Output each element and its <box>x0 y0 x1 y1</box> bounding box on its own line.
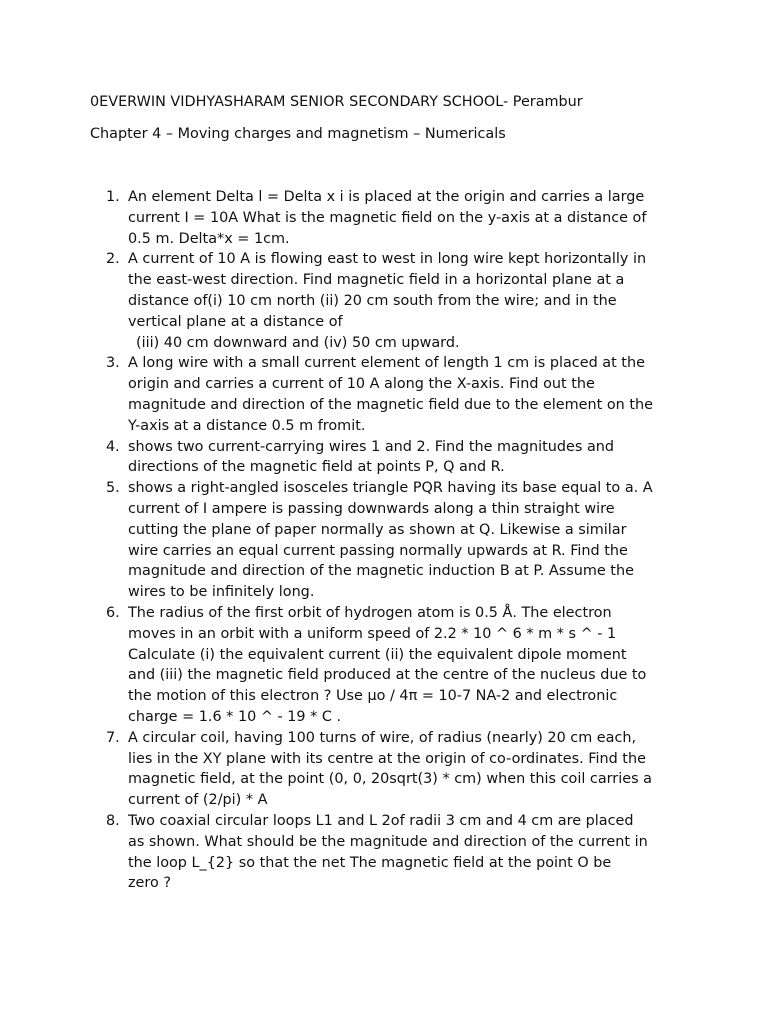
question-item <box>106 249 686 353</box>
question-text-line: and (iii) the magnetic field produced at the centre of the nucleus due to <box>128 667 647 684</box>
question-item <box>106 728 686 811</box>
question-text-line: directions of the magnetic field at points P, Q and R. <box>128 459 505 476</box>
question-number: 7. <box>106 729 120 746</box>
question-text-line: An element Delta l = Delta x i is placed at the origin and carries a large <box>128 189 645 205</box>
question-text-line: shows two current-carrying wires 1 and 2. Find the magnitudes and <box>128 438 615 455</box>
question-text-line: current of I ampere is passing downwards along a thin straight wire <box>128 500 615 517</box>
question-item <box>106 811 686 894</box>
question-text-line: the east-west direction. Find magnetic field in a horizontal plane at a <box>128 272 625 289</box>
question-text-line: (iii) 40 cm downward and (iv) 50 cm upward. <box>136 334 460 351</box>
question-text-line: wire carries an equal current passing normally upwards at R. Find the <box>128 542 628 559</box>
question-text-line: charge = 1.6 * 10 ^ - 19 * C . <box>128 708 342 725</box>
question-text-line: zero ? <box>128 875 172 892</box>
question-text-line: current of (2/pi) * A <box>128 792 268 809</box>
question-text-line: magnetic field, at the point (0, 0, 20sqrt(3) * cm) when this coil carries a <box>128 771 652 788</box>
question-text-line: A long wire with a small current element of length 1 cm is placed at the <box>128 355 645 372</box>
school-name-heading: 0EVERWIN VIDHYASHARAM SENIOR SECONDARY SCHOOL- Perambur <box>90 94 583 110</box>
question-number: 6. <box>106 604 120 621</box>
question-text-line: Y-axis at a distance 0.5 m fromit. <box>128 417 366 434</box>
question-item <box>106 437 686 479</box>
question-text-line: the loop L_{2} so that the net The magnetic field at the point O be <box>128 854 612 871</box>
question-text-line: A circular coil, having 100 turns of wire, of radius (nearly) 20 cm each, <box>128 729 637 746</box>
question-text-line: Calculate (i) the equivalent current (ii) the equivalent dipole moment <box>128 646 627 663</box>
question-text-line: magnitude and direction of the magnetic field due to the element on the <box>128 396 653 413</box>
question-item <box>106 478 686 603</box>
question-number: 3. <box>106 355 120 372</box>
question-number: 8. <box>106 812 120 829</box>
question-text-line: The radius of the first orbit of hydrogen atom is 0.5 Å. The electron <box>128 604 612 621</box>
question-text-line: origin and carries a current of 10 A along the X-axis. Find out the <box>128 376 595 393</box>
question-list <box>106 187 686 894</box>
question-item <box>106 353 686 436</box>
question-text-line: shows a right-angled isosceles triangle PQR having its base equal to a. A <box>128 480 653 497</box>
question-text-line: the motion of this electron ? Use μo / 4π = 10-7 NA-2 and electronic <box>128 688 618 705</box>
question-item <box>106 187 686 249</box>
question-number: 4. <box>106 438 120 455</box>
question-text-line: 0.5 m. Delta*x = 1cm. <box>128 230 290 247</box>
question-text-line: current I = 10A What is the magnetic field on the y-axis at a distance of <box>128 209 647 226</box>
question-number: 5. <box>106 480 120 497</box>
question-text-line: vertical plane at a distance of <box>128 313 343 330</box>
question-item <box>106 603 686 728</box>
question-text-line: moves in an orbit with a uniform speed of 2.2 * 10 ^ 6 * m * s ^ - 1 <box>128 625 617 642</box>
question-text-line: lies in the XY plane with its centre at the origin of co-ordinates. Find the <box>128 750 646 767</box>
question-text-line: cutting the plane of paper normally as shown at Q. Likewise a similar <box>128 521 627 538</box>
question-text-line: distance of(i) 10 cm north (ii) 20 cm south from the wire; and in the <box>128 292 617 309</box>
question-text-line: magnitude and direction of the magnetic induction B at P. Assume the <box>128 563 634 580</box>
question-number: 1. <box>106 189 120 205</box>
question-number: 2. <box>106 251 120 268</box>
question-text-line: A current of 10 A is flowing east to west in long wire kept horizontally in <box>128 251 647 268</box>
question-text-line: wires to be infinitely long. <box>128 584 315 601</box>
question-text-line: as shown. What should be the magnitude and direction of the current in <box>128 833 648 850</box>
chapter-title-heading: Chapter 4 – Moving charges and magnetism – Numericals <box>90 126 506 142</box>
question-text-line: Two coaxial circular loops L1 and L 2of radii 3 cm and 4 cm are placed <box>128 812 634 829</box>
